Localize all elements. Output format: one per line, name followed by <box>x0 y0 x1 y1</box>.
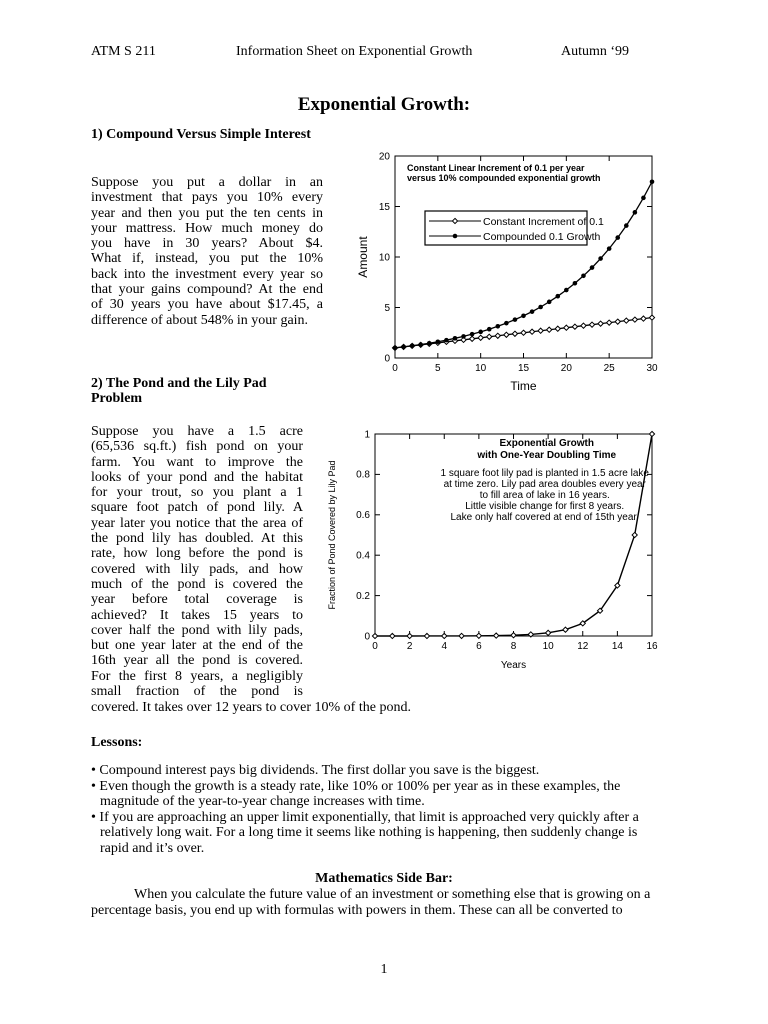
chart1-point <box>572 324 577 329</box>
chart1-ytick-label: 20 <box>378 151 390 163</box>
section2-line: year later you notice that the area of <box>91 515 303 531</box>
section2-line: (65,536 sq.ft.) fish pond on your <box>91 439 303 455</box>
chart1-point <box>632 317 637 322</box>
chart2-annotation-line: 1 square foot lily pad is planted in 1.5 acre lake <box>440 468 649 479</box>
chart1-xtick-label: 10 <box>475 363 487 374</box>
page-title: Exponential Growth: <box>297 94 471 115</box>
chart1-point <box>461 334 466 339</box>
header-sheet-title: Information Sheet on Exponential Growth <box>236 44 473 59</box>
chart1-xtick-label: 15 <box>517 363 530 374</box>
section2-line: but one year later at the end of the <box>91 638 303 654</box>
sidebar-line2: percentage basis, you end up with formulas with powers in them. These can all be converted to <box>91 903 623 918</box>
section2-line: cover half the pond with lily pads, <box>91 622 303 638</box>
chart2-ytick-label: 0.6 <box>356 510 370 522</box>
chart1-ytick-label: 10 <box>378 252 390 264</box>
section2-line: for your trout, so you plant a 1 <box>91 485 303 501</box>
chart1-point <box>538 305 543 310</box>
chart1-point <box>410 343 415 348</box>
chart2-title-line2: with One-Year Doubling Time <box>477 450 617 461</box>
chart2-point <box>476 633 481 638</box>
section1-line: of 30 years you have about $17.45, a <box>91 297 323 313</box>
section1-line: your mattress. How much money do <box>91 220 323 236</box>
lesson-item-continued: magnitude of the year-to-year change increases with time. <box>100 794 425 809</box>
section1-line: back into the investment every year so <box>91 266 323 282</box>
chart1-point <box>538 328 543 333</box>
chart1-point <box>521 330 526 335</box>
chart1-point <box>555 294 560 299</box>
chart2-annotation-line: Little visible change for first 8 years. <box>465 501 625 512</box>
compound-vs-linear-chart <box>340 145 670 400</box>
chart1-point <box>487 334 492 339</box>
chart1-point <box>641 316 646 321</box>
chart1-point <box>555 326 560 331</box>
chart1-point <box>496 324 501 329</box>
chart1-point <box>615 235 620 240</box>
section1-line: you have in 30 years? About $4. <box>91 236 323 252</box>
section1-text <box>91 175 323 328</box>
chart1-point <box>530 309 535 314</box>
chart1-title-line2: versus 10% compounded exponential growth <box>407 173 601 183</box>
chart2-point <box>459 633 464 638</box>
chart1-point <box>649 315 654 320</box>
section2-line: much of the pond is covered the <box>91 576 303 592</box>
chart1-point <box>444 338 449 343</box>
chart2-xtick-label: 6 <box>476 641 482 652</box>
lessons-heading: Lessons: <box>91 735 143 750</box>
chart2-point <box>546 630 551 635</box>
chart2-xtick-label: 12 <box>577 641 589 652</box>
section2-line: small fraction of the pond is <box>91 684 303 700</box>
header-course: ATM S 211 <box>91 44 156 59</box>
chart2-xtick-label: 10 <box>542 641 554 652</box>
chart1-legend <box>425 211 604 245</box>
lesson-item-continued: rapid and it’s over. <box>100 840 205 856</box>
section2-line: farm. You want to improve the <box>91 454 303 470</box>
chart1-ylabel: Amount <box>356 236 370 278</box>
chart2-point <box>563 627 568 632</box>
chart1-point <box>478 335 483 340</box>
chart2-ytick-label: 0 <box>364 631 370 643</box>
section2-line: looks of your pond and the habitat <box>91 469 303 485</box>
chart1-point <box>512 331 517 336</box>
chart1-point <box>401 345 406 350</box>
chart1-point <box>470 336 475 341</box>
chart1-point <box>589 322 594 327</box>
chart2-xlabel: Years <box>500 660 527 671</box>
chart1-xtick-label: 25 <box>603 363 615 374</box>
chart2-point <box>632 532 637 537</box>
chart1-plot-frame <box>395 156 652 358</box>
section1-line: that your gains compound? At the end <box>91 282 323 298</box>
chart1-ytick-label: 5 <box>384 302 390 314</box>
chart2-point <box>494 633 499 638</box>
chart1-point <box>487 327 492 332</box>
chart1-point <box>504 321 509 326</box>
chart1-point <box>513 317 518 322</box>
chart2-point <box>511 633 516 638</box>
section1-line: investment that pays you 10% every <box>91 190 323 206</box>
section2-line: achieved? It takes 15 years to <box>91 607 303 623</box>
chart1-xtick-label: 0 <box>392 363 398 374</box>
section2-line: rate, how long before the pond is <box>91 546 303 562</box>
section2-line: Suppose you have a 1.5 acre <box>91 424 303 439</box>
chart1-point <box>495 333 500 338</box>
chart2-annotation-line: Lake only half covered at end of 15th year. <box>450 512 639 523</box>
chart1-point <box>624 223 629 228</box>
lesson-item: • Compound interest pays big dividends. The first dollar you save is the biggest. <box>91 763 540 778</box>
chart1-point <box>478 330 483 335</box>
chart1-point <box>650 179 655 184</box>
chart1-point <box>641 196 646 201</box>
chart1-point <box>624 318 629 323</box>
chart1-point <box>393 346 398 351</box>
section2-line: square foot patch of pond lily. A <box>91 500 303 516</box>
chart1-point <box>615 319 620 324</box>
chart2-ytick-label: 1 <box>364 429 370 441</box>
section2-heading-line1: 2) The Pond and the Lily Pad <box>91 376 267 391</box>
chart1-point <box>547 327 552 332</box>
chart1-point <box>453 336 458 341</box>
chart1-series-line-1 <box>395 182 652 348</box>
chart1-point <box>564 325 569 330</box>
chart1-point <box>590 265 595 270</box>
chart2-point <box>407 633 412 638</box>
chart2-ytick-label: 0.4 <box>356 550 370 562</box>
section2-line: For the first 8 years, a negligibly <box>91 668 303 684</box>
chart1-point <box>418 342 423 347</box>
chart1-point <box>581 323 586 328</box>
chart1-point <box>564 288 569 293</box>
chart1-point <box>529 329 534 334</box>
section2-line: covered with lily pads, and how <box>91 561 303 577</box>
chart2-point <box>649 431 654 436</box>
chart2-xtick-label: 14 <box>611 641 623 652</box>
chart2-title-line1: Exponential Growth <box>499 438 594 449</box>
sidebar-heading: Mathematics Side Bar: <box>315 871 453 886</box>
lesson-item: • If you are approaching an upper limit exponentially, that limit is approached very quickly after a <box>91 809 639 825</box>
lesson-item: • Even though the growth is a steady rate, like 10% or 100% per year as in these examples, the <box>91 778 621 794</box>
chart2-ytick-label: 0.8 <box>356 469 370 481</box>
chart1-point <box>598 321 603 326</box>
chart1-point <box>547 300 552 305</box>
chart1-point <box>436 339 441 344</box>
chart2-xtick-label: 0 <box>372 641 378 652</box>
page-number: 1 <box>380 962 388 977</box>
header-term: Autumn ‘99 <box>561 44 630 59</box>
chart2-annotation-line: to fill area of lake in 16 years. <box>479 490 610 501</box>
section1-line: difference of about 548% in your gain. <box>91 312 309 328</box>
chart2-xtick-label: 4 <box>441 641 448 652</box>
section1-heading: 1) Compound Versus Simple Interest <box>91 127 311 142</box>
chart1-legend-label: Compounded 0.1 Growth <box>483 231 601 243</box>
chart2-point <box>424 633 429 638</box>
section2-line: year before total coverage is <box>91 592 303 608</box>
chart1-xtick-label: 20 <box>560 363 572 374</box>
chart1-xtick-label: 30 <box>646 363 658 374</box>
chart1-point <box>598 256 603 261</box>
lessons-list <box>91 763 691 856</box>
chart1-ytick-label: 15 <box>378 201 390 213</box>
lesson-item-continued: relatively long wait. For a long time it seems like nothing is happening, then suddenly change is <box>100 825 638 840</box>
section2-line: the pond lily has doubled. At this <box>91 531 303 547</box>
chart1-point <box>521 313 526 318</box>
chart1-title-line1: Constant Linear Increment of 0.1 per year <box>407 163 585 173</box>
chart1-xtick-label: 5 <box>435 363 441 374</box>
chart2-xtick-label: 8 <box>510 641 517 652</box>
chart1-point <box>633 210 638 215</box>
lily-pad-chart <box>325 425 670 675</box>
chart1-point <box>504 332 509 337</box>
chart1-point <box>607 320 612 325</box>
sidebar-line1: When you calculate the future value of an investment or something else that is growing on a <box>134 887 651 902</box>
chart2-annotation-line: at time zero. Lily pad area doubles every year <box>443 479 646 490</box>
chart1-legend-label: Constant Increment of 0.1 <box>483 216 604 228</box>
chart2-point <box>442 633 447 638</box>
section2-heading-line2: Problem <box>91 391 143 406</box>
section2-last-line: covered. It takes over 12 years to cover 10% of the pond. <box>91 700 411 715</box>
section2-line: 16th year all the pond is covered. <box>91 653 303 669</box>
chart1-point <box>573 281 578 286</box>
chart1-point <box>427 341 432 346</box>
section1-line: Suppose you put a dollar in an <box>91 175 323 190</box>
chart2-plot-frame <box>375 434 652 636</box>
chart2-point <box>372 633 377 638</box>
chart2-point <box>390 633 395 638</box>
chart1-xlabel: Time <box>510 379 537 393</box>
chart1-point <box>607 246 612 251</box>
section1-line: What if, instead, you put the 10% <box>91 251 323 267</box>
chart2-xtick-label: 2 <box>406 641 413 652</box>
chart1-ytick-label: 0 <box>384 353 390 365</box>
section2-text <box>91 424 303 699</box>
chart1-point <box>470 332 475 337</box>
section1-line: year and then you put the ten cents in <box>91 205 323 221</box>
chart1-legend-swatch-marker <box>453 234 458 239</box>
chart2-ytick-label: 0.2 <box>356 590 370 602</box>
chart2-ylabel: Fraction of Pond Covered by Lily Pad <box>327 460 337 610</box>
chart2-xtick-label: 16 <box>646 641 658 652</box>
chart2-series-line <box>375 434 652 636</box>
chart1-point <box>581 273 586 278</box>
